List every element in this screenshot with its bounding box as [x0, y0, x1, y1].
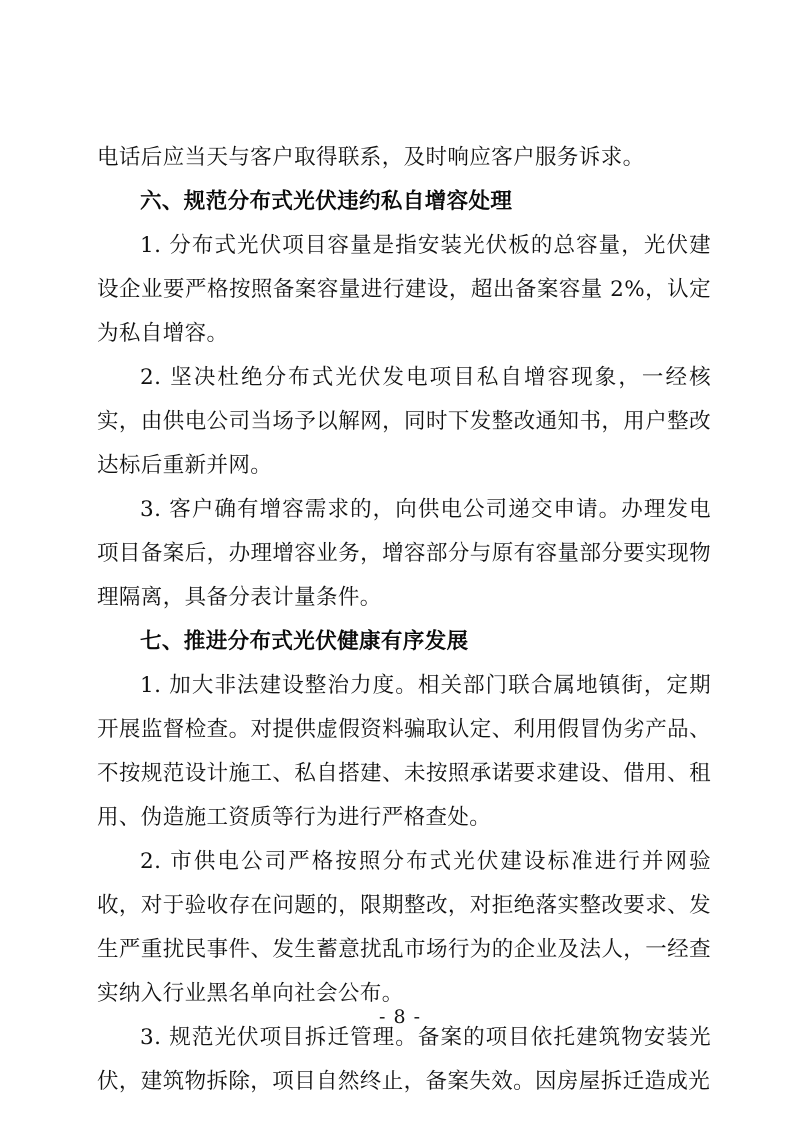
paragraph-7-2: 2. 市供电公司严格按照分布式光伏建设标准进行并网验收，对于验收存在问题的，限期整改，对拒绝落实整改要求、发生严重扰民事件、发生蓄意扰乱市场行为的企业及法人，一经查实纳入行业黑名单向社会公布。	[97, 849, 711, 1006]
document-body	[97, 136, 711, 1104]
paragraph-7-3: 3. 规范光伏项目拆迁管理。备案的项目依托建筑物安装光伏，建筑物拆除，项目自然终止，备案失效。因房屋拆迁造成光	[97, 1025, 711, 1094]
section-heading-six: 六、规范分布式光伏违约私自增容处理	[140, 189, 513, 214]
paragraph-6-3: 3. 客户确有增容需求的，向供电公司递交申请。办理发电项目备案后，办理增容业务，增容部分与原有容量部分要实现物理隔离，具备分表计量条件。	[97, 497, 711, 610]
page-number: - 8 -	[378, 1006, 421, 1028]
section-heading-seven: 七、推进分布式光伏健康有序发展	[140, 629, 469, 654]
paragraph-6-2: 2. 坚决杜绝分布式光伏发电项目私自增容现象，一经核实，由供电公司当场予以解网，同时下发整改通知书，用户整改达标后重新并网。	[97, 365, 711, 478]
paragraph-6-1: 1. 分布式光伏项目容量是指安装光伏板的总容量，光伏建设企业要严格按照备案容量进行建设，超出备案容量 2%，认定为私自增容。	[97, 233, 711, 346]
paragraph-continuation: 电话后应当天与客户取得联系，及时响应客户服务诉求。	[97, 145, 645, 170]
paragraph-7-1: 1. 加大非法建设整治力度。相关部门联合属地镇街，定期开展监督检查。对提供虚假资料骗取认定、利用假冒伪劣产品、不按规范设计施工、私自搭建、未按照承诺要求建设、借用、租用、伪造施工资质等行为进行严格查处。	[97, 673, 711, 830]
